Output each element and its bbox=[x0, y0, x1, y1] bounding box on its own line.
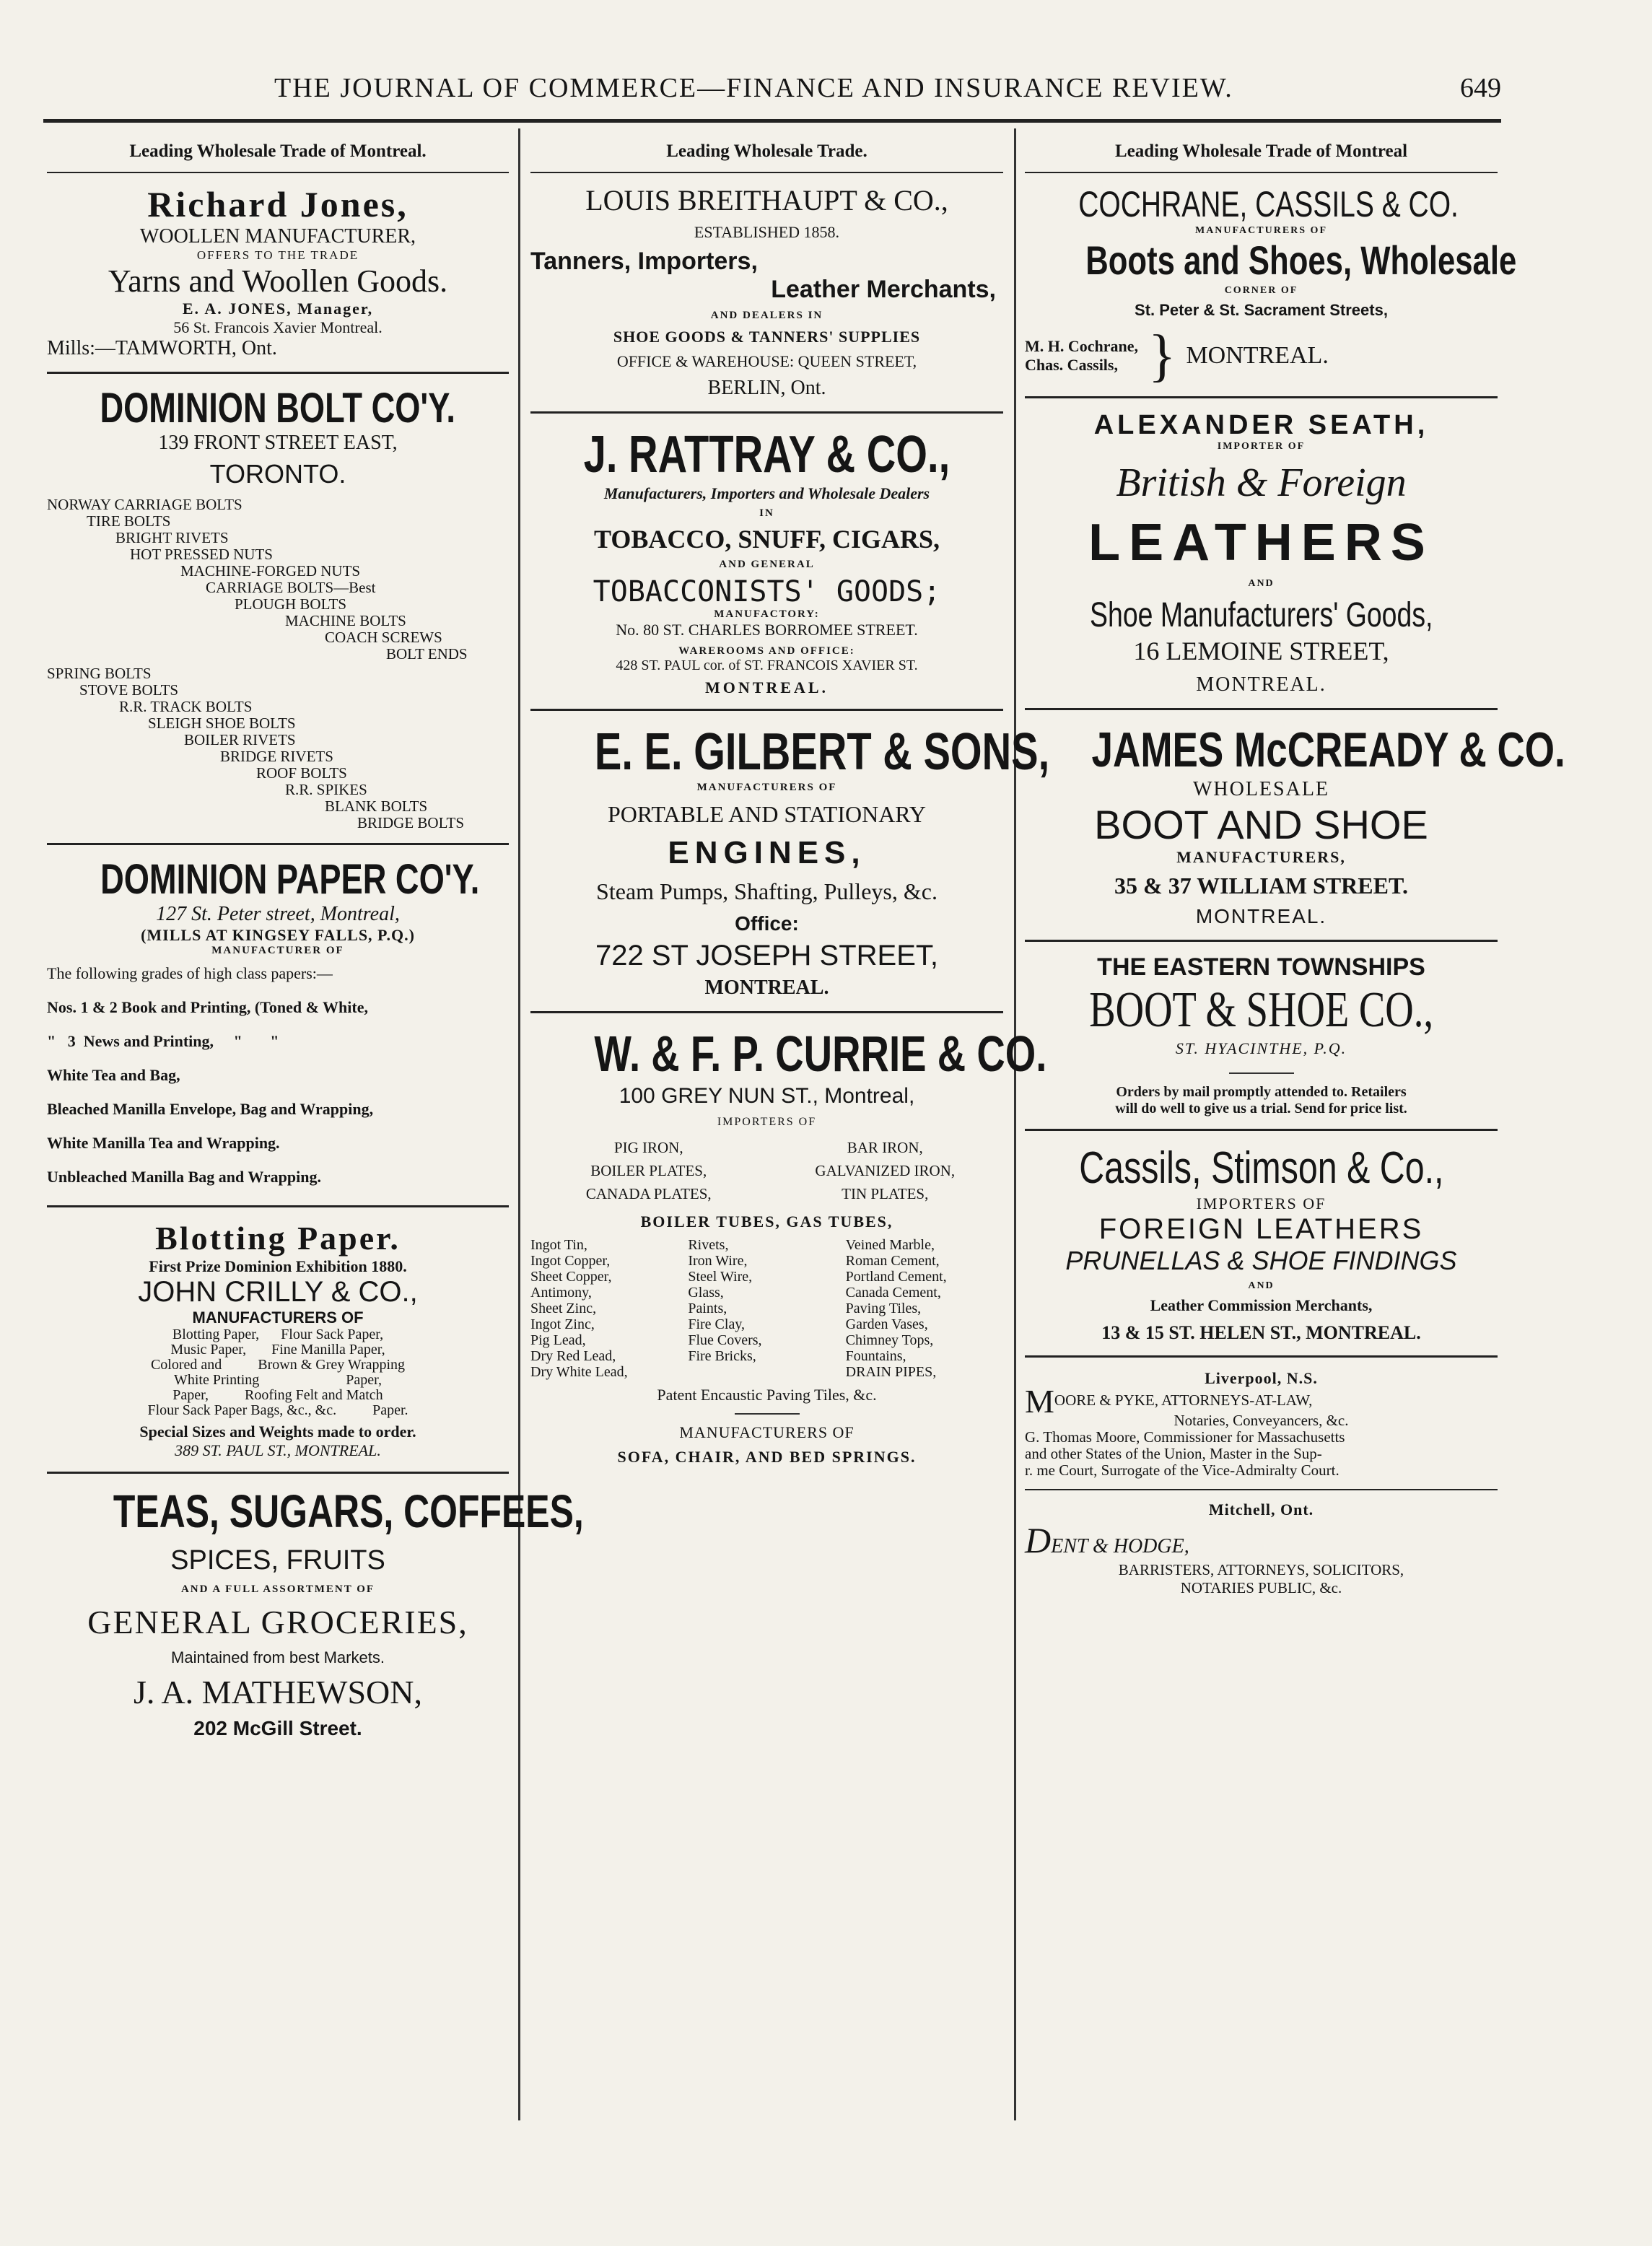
ad-title: Richard Jones, bbox=[147, 184, 408, 224]
ad-line: AND bbox=[1248, 1280, 1275, 1291]
product-line: Paper, Roofing Felt and Match bbox=[172, 1387, 383, 1403]
middle-column bbox=[530, 136, 1050, 2128]
left-column-heading: Leading Wholesale Trade of Montreal. bbox=[129, 141, 427, 161]
ad-line: Liverpool, N.S. bbox=[1205, 1369, 1318, 1387]
material-item: Ingot Copper, bbox=[530, 1253, 611, 1269]
bolt-list-item: R.R. SPIKES bbox=[285, 781, 367, 798]
ad-line: SOFA, CHAIR, AND BED SPRINGS. bbox=[617, 1448, 917, 1466]
ad-line: Mills:—TAMWORTH, Ont. bbox=[47, 337, 277, 359]
drop-cap: M bbox=[1025, 1383, 1054, 1420]
divider bbox=[530, 1011, 1003, 1013]
divider bbox=[1025, 396, 1498, 398]
bolt-list-item: BOILER RIVETS bbox=[184, 731, 296, 748]
divider bbox=[530, 172, 1003, 173]
ad-address: 13 & 15 ST. HELEN ST., MONTREAL. bbox=[1101, 1322, 1421, 1343]
ad-line: CORNER OF bbox=[1224, 285, 1298, 296]
ad-line: NOTARIES PUBLIC, &c. bbox=[1180, 1579, 1342, 1596]
ad-address: 35 & 37 WILLIAM STREET. bbox=[1114, 873, 1408, 899]
column-divider-right bbox=[1014, 128, 1016, 2120]
ad-line: Tanners, Importers, bbox=[530, 248, 758, 275]
ad-address: 127 St. Peter street, Montreal, bbox=[156, 903, 400, 925]
iron-item: PIG IRON, bbox=[613, 1139, 683, 1156]
materials-table bbox=[530, 1237, 1003, 1380]
page-number: 649 bbox=[1460, 73, 1501, 103]
right-column bbox=[1025, 136, 1565, 2128]
bolt-list-item: BLANK BOLTS bbox=[325, 798, 428, 815]
material-item: Paving Tiles, bbox=[845, 1301, 922, 1316]
product-line: Flour Sack Paper Bags, &c., &c. Paper. bbox=[147, 1402, 408, 1418]
ad-line: First Prize Dominion Exhibition 1880. bbox=[149, 1257, 407, 1275]
ad-line: Special Sizes and Weights made to order. bbox=[139, 1423, 416, 1441]
ad-address: 202 McGill Street. bbox=[193, 1717, 362, 1739]
ad-line: MONTREAL. bbox=[1186, 342, 1329, 369]
ad-line: THE EASTERN TOWNSHIPS bbox=[1097, 953, 1425, 981]
paper-grade-item: " 3 News and Printing, " " bbox=[47, 1032, 279, 1050]
material-item: Pig Lead, bbox=[530, 1332, 586, 1348]
ad-line: PRUNELLAS & SHOE FINDINGS bbox=[1065, 1246, 1457, 1275]
ad-line: MANUFACTURERS OF bbox=[192, 1308, 364, 1327]
ad-line: Manufacturers, Importers and Wholesale Dealers bbox=[603, 484, 930, 502]
product-line: White Printing Paper, bbox=[173, 1372, 383, 1388]
ad-address: 139 FRONT STREET EAST, bbox=[158, 432, 398, 454]
ad-address: 428 ST. PAUL cor. of ST. FRANCOIS XAVIER ST. bbox=[616, 657, 918, 673]
bolt-list-item: MACHINE BOLTS bbox=[285, 612, 406, 629]
bolt-list-item: ROOF BOLTS bbox=[256, 764, 347, 782]
ad-line: Leather Merchants, bbox=[771, 276, 996, 303]
column-divider-left bbox=[518, 128, 520, 2120]
header-rule bbox=[43, 119, 1501, 123]
divider bbox=[1025, 172, 1498, 173]
ad-line: WAREROOMS AND OFFICE: bbox=[678, 645, 855, 657]
ad-address: ST. HYACINTHE, P.Q. bbox=[1175, 1039, 1347, 1057]
ad-line: ESTABLISHED 1858. bbox=[694, 223, 840, 241]
bolt-list-item: HOT PRESSED NUTS bbox=[130, 546, 273, 563]
ad-title: ENT & HODGE, bbox=[1051, 1535, 1189, 1557]
bolt-product-list bbox=[47, 497, 509, 831]
ad-title: DOMINION BOLT CO'Y. bbox=[100, 385, 456, 432]
ad-title: ALEXANDER SEATH, bbox=[1093, 410, 1429, 440]
materials-col-1 bbox=[530, 1237, 688, 1380]
ad-john-crilly bbox=[47, 1219, 509, 1460]
material-item: Canada Cement, bbox=[845, 1285, 941, 1301]
iron-item: CANADA PLATES, bbox=[585, 1185, 712, 1202]
ad-line: OFFERS TO THE TRADE bbox=[196, 248, 359, 262]
ad-j-rattray bbox=[530, 425, 1003, 697]
bolt-list-item: SPRING BOLTS bbox=[47, 665, 152, 682]
ad-dominion-paper bbox=[47, 857, 509, 1194]
material-item: Fountains, bbox=[845, 1348, 906, 1364]
iron-item: BOILER PLATES, bbox=[590, 1162, 707, 1179]
ad-line: MANUFACTURERS OF bbox=[679, 1423, 855, 1441]
ad-line: MANUFACTURERS OF bbox=[696, 782, 837, 793]
divider bbox=[47, 1205, 509, 1207]
ad-louis-breithaupt bbox=[530, 183, 1003, 400]
paper-grade-item: Nos. 1 & 2 Book and Printing, (Toned & White, bbox=[47, 998, 368, 1016]
ad-eastern-townships bbox=[1025, 953, 1498, 1117]
ad-address: 56 St. Francois Xavier Montreal. bbox=[173, 318, 383, 336]
ad-line: OORE & PYKE, ATTORNEYS-AT-LAW, bbox=[1054, 1391, 1313, 1409]
ad-address: No. 80 ST. CHARLES BORROMEE STREET. bbox=[616, 621, 918, 639]
bolt-list-item: MACHINE-FORGED NUTS bbox=[180, 562, 361, 580]
ad-line: Shoe Manufacturers' Goods, bbox=[1089, 596, 1433, 634]
ad-line: BOOT AND SHOE bbox=[1094, 802, 1428, 847]
ad-line: MANUFACTORY: bbox=[714, 608, 820, 620]
ad-line: Maintained from best Markets. bbox=[171, 1648, 385, 1666]
ad-line: ENGINES, bbox=[668, 835, 866, 870]
ad-line: IN bbox=[759, 507, 774, 519]
ad-line: GENERAL GROCERIES, bbox=[87, 1604, 468, 1640]
partner-name: Chas. Cassils, bbox=[1025, 356, 1118, 374]
divider bbox=[47, 1472, 509, 1474]
product-line: Music Paper, Fine Manilla Paper, bbox=[170, 1342, 385, 1358]
ad-address: 389 ST. PAUL ST., MONTREAL. bbox=[175, 1441, 381, 1459]
partners-block bbox=[1025, 324, 1498, 388]
ad-line: PORTABLE AND STATIONARY bbox=[608, 801, 926, 827]
ad-line: Leather Commission Merchants, bbox=[1150, 1296, 1373, 1314]
ad-cochrane-cassils bbox=[1025, 183, 1517, 388]
material-item: Dry White Lead, bbox=[530, 1364, 628, 1380]
ad-line: J. A. MATHEWSON, bbox=[134, 1674, 422, 1710]
divider bbox=[1025, 1129, 1498, 1131]
middle-column-heading: Leading Wholesale Trade. bbox=[666, 141, 867, 161]
ad-cassils-stimson bbox=[1025, 1142, 1498, 1344]
iron-list bbox=[530, 1136, 1003, 1205]
divider bbox=[530, 709, 1003, 711]
material-item: Portland Cement, bbox=[845, 1269, 947, 1285]
bolt-list-item: SLEIGH SHOE BOLTS bbox=[148, 715, 296, 732]
material-item: Veined Marble, bbox=[845, 1237, 935, 1253]
ad-line: will do well to give us a trial. Send for price list. bbox=[1115, 1101, 1407, 1117]
ad-line: TOBACCONISTS' GOODS; bbox=[593, 575, 941, 608]
bolt-list-item: BRIGHT RIVETS bbox=[115, 529, 229, 546]
iron-item: BAR IRON, bbox=[847, 1139, 923, 1156]
ad-title: DOMINION PAPER CO'Y. bbox=[100, 856, 480, 903]
ad-alexander-seath bbox=[1025, 410, 1498, 696]
ad-address: St. Peter & St. Sacrament Streets, bbox=[1135, 301, 1388, 319]
ad-address: 16 LEMOINE STREET, bbox=[1133, 637, 1389, 665]
ad-line: AND A FULL ASSORTMENT OF bbox=[180, 1583, 375, 1595]
ad-line: E. A. JONES, Manager, bbox=[182, 300, 374, 318]
ad-title: W. & F. P. CURRIE & CO. bbox=[594, 1026, 1047, 1082]
bolt-list-item: BRIDGE BOLTS bbox=[357, 814, 464, 831]
ad-title: TEAS, SUGARS, COFFEES, bbox=[113, 1485, 584, 1537]
material-item: Fire Clay, bbox=[688, 1316, 746, 1332]
bolt-list-item: NORWAY CARRIAGE BOLTS bbox=[47, 496, 242, 513]
bolt-list-item: BRIDGE RIVETS bbox=[220, 748, 333, 765]
crilly-product-list bbox=[47, 1327, 509, 1418]
ad-address: OFFICE & WAREHOUSE: QUEEN STREET, bbox=[616, 352, 917, 370]
ad-line: MONTREAL. bbox=[1195, 905, 1327, 927]
ad-line: TORONTO. bbox=[209, 459, 346, 489]
journal-title: THE JOURNAL OF COMMERCE—FINANCE AND INSURANCE REVIEW. bbox=[274, 73, 1233, 103]
divider bbox=[47, 172, 509, 173]
ad-title: LOUIS BREITHAUPT & CO., bbox=[585, 184, 948, 217]
material-item: Sheet Copper, bbox=[530, 1269, 612, 1285]
ad-line: IMPORTER OF bbox=[1217, 441, 1306, 452]
ad-line: SHOE GOODS & TANNERS' SUPPLIES bbox=[613, 328, 921, 346]
material-item: Roman Cement, bbox=[845, 1253, 940, 1269]
ad-james-mccready bbox=[1025, 722, 1565, 928]
material-item bbox=[688, 1364, 845, 1380]
material-item: Glass, bbox=[688, 1285, 724, 1301]
ad-line: MANUFACTURERS OF bbox=[1194, 225, 1327, 236]
paper-grade-item: White Manilla Tea and Wrapping. bbox=[47, 1134, 280, 1152]
ad-line: The following grades of high class papers:— bbox=[47, 964, 333, 982]
material-item: Dry Red Lead, bbox=[530, 1348, 616, 1364]
ad-line: BARRISTERS, ATTORNEYS, SOLICITORS, bbox=[1118, 1561, 1404, 1578]
ad-address: 100 GREY NUN ST., Montreal, bbox=[619, 1084, 915, 1108]
bolt-list-item: BOLT ENDS bbox=[386, 645, 468, 663]
divider bbox=[1025, 940, 1498, 942]
material-item: Iron Wire, bbox=[688, 1253, 748, 1269]
ad-line: SPICES, FRUITS bbox=[170, 1545, 385, 1576]
drop-cap: D bbox=[1025, 1520, 1052, 1560]
ad-line: Mitchell, Ont. bbox=[1208, 1500, 1314, 1519]
ad-line: and other States of the Union, Master in the Sup- bbox=[1025, 1445, 1322, 1462]
bolt-list-item: STOVE BOLTS bbox=[79, 681, 179, 699]
divider bbox=[1025, 1489, 1498, 1490]
material-item: Steel Wire, bbox=[688, 1269, 753, 1285]
material-item: Ingot Zinc, bbox=[530, 1316, 595, 1332]
ad-line: Steam Pumps, Shafting, Pulleys, &c. bbox=[596, 878, 938, 904]
divider bbox=[1229, 1072, 1294, 1074]
divider bbox=[47, 372, 509, 374]
divider bbox=[1025, 1355, 1498, 1358]
paper-grade-item: Unbleached Manilla Bag and Wrapping. bbox=[47, 1168, 322, 1186]
paper-grade-item: Bleached Manilla Envelope, Bag and Wrapping, bbox=[47, 1100, 374, 1118]
ad-dominion-bolt bbox=[47, 385, 509, 831]
ad-title: BOOT & SHOE CO., bbox=[1089, 982, 1433, 1038]
ad-line: MANUFACTURERS, bbox=[1176, 848, 1346, 866]
ad-line: Orders by mail promptly attended to. Retailers bbox=[1116, 1084, 1407, 1100]
paper-grade-item: White Tea and Bag, bbox=[47, 1066, 180, 1084]
materials-col-2 bbox=[688, 1237, 845, 1380]
ad-line: WHOLESALE bbox=[1192, 778, 1330, 800]
material-item: Fire Bricks, bbox=[688, 1348, 756, 1364]
ad-title: COCHRANE, CASSILS & CO. bbox=[1078, 184, 1459, 224]
ad-line: MONTREAL. bbox=[704, 976, 829, 999]
material-item: Paints, bbox=[688, 1301, 727, 1316]
bolt-list-item: PLOUGH BOLTS bbox=[235, 595, 346, 613]
bolt-list-item: COACH SCREWS bbox=[325, 629, 442, 646]
ad-richard-jones bbox=[47, 183, 509, 360]
iron-item: TIN PLATES, bbox=[842, 1185, 929, 1202]
ad-dent-hodge bbox=[1025, 1500, 1498, 1597]
ad-line: AND GENERAL bbox=[719, 559, 815, 570]
bolt-list-item: CARRIAGE BOLTS—Best bbox=[206, 579, 376, 596]
ad-ee-gilbert bbox=[530, 722, 1050, 1000]
ad-line: G. Thomas Moore, Commissioner for Massachusetts bbox=[1025, 1428, 1345, 1446]
ad-line: Office: bbox=[735, 912, 799, 935]
material-item: Chimney Tops, bbox=[845, 1332, 934, 1348]
iron-item: GALVANIZED IRON, bbox=[815, 1162, 956, 1179]
ad-line: Notaries, Conveyancers, &c. bbox=[1174, 1412, 1349, 1429]
material-item: Flue Covers, bbox=[688, 1332, 762, 1348]
ad-line: Boots and Shoes, Wholesale bbox=[1085, 237, 1517, 283]
ad-line: MONTREAL. bbox=[704, 678, 829, 696]
ad-title: Blotting Paper. bbox=[155, 1220, 401, 1257]
ad-line: (MILLS AT KINGSEY FALLS, P.Q.) bbox=[141, 926, 415, 944]
divider bbox=[1025, 708, 1498, 710]
ad-title: JAMES McCREADY & CO. bbox=[1091, 722, 1565, 777]
ad-line: FOREIGN LEATHERS bbox=[1098, 1213, 1424, 1245]
ad-line: MONTREAL. bbox=[1196, 673, 1327, 696]
ad-line: LEATHERS bbox=[1088, 514, 1434, 572]
page-header bbox=[43, 72, 1501, 108]
brace: } bbox=[1148, 324, 1176, 388]
divider bbox=[530, 411, 1003, 414]
ad-line: Patent Encaustic Paving Tiles, &c. bbox=[657, 1386, 877, 1404]
ad-moore-pyke bbox=[1025, 1369, 1498, 1479]
partner-name: M. H. Cochrane, bbox=[1025, 337, 1139, 355]
bolt-list-item: TIRE BOLTS bbox=[87, 512, 171, 530]
ad-line: IMPORTERS OF bbox=[1196, 1194, 1327, 1212]
product-line: Blotting Paper, Flour Sack Paper, bbox=[172, 1327, 384, 1342]
paper-grade-list bbox=[47, 990, 509, 1194]
material-item: Sheet Zinc, bbox=[530, 1301, 597, 1316]
materials-col-3 bbox=[846, 1237, 1003, 1380]
material-item: Rivets, bbox=[688, 1237, 729, 1253]
divider bbox=[735, 1413, 800, 1415]
ad-line: AND bbox=[1248, 578, 1275, 589]
ad-currie bbox=[530, 1025, 1047, 1467]
ad-line: AND DEALERS IN bbox=[710, 310, 823, 321]
material-item: DRAIN PIPES, bbox=[845, 1364, 937, 1380]
ad-line: r. me Court, Surrogate of the Vice-Admiralty Court. bbox=[1025, 1461, 1339, 1479]
ad-title: E. E. GILBERT & SONS, bbox=[594, 723, 1050, 781]
ad-line: BERLIN, Ont. bbox=[707, 377, 826, 399]
ad-line: MANUFACTURER OF bbox=[211, 945, 344, 956]
ad-line: BOILER TUBES, GAS TUBES, bbox=[640, 1212, 893, 1231]
material-item: Ingot Tin, bbox=[530, 1237, 587, 1253]
divider bbox=[47, 843, 509, 845]
ad-line: JOHN CRILLY & CO., bbox=[138, 1276, 418, 1308]
ad-address: 722 ST JOSEPH STREET, bbox=[595, 940, 938, 971]
material-item: Garden Vases, bbox=[845, 1316, 928, 1332]
product-line: Colored and Brown & Grey Wrapping bbox=[150, 1357, 406, 1373]
material-item: Antimony, bbox=[530, 1285, 592, 1301]
ad-mathewson bbox=[47, 1485, 584, 1740]
ad-line: British & Foreign bbox=[1116, 460, 1407, 505]
ad-title: Cassils, Stimson & Co., bbox=[1078, 1143, 1444, 1193]
ad-line: Yarns and Woollen Goods. bbox=[108, 263, 448, 299]
ad-line: TOBACCO, SNUFF, CIGARS, bbox=[593, 525, 940, 554]
right-column-heading: Leading Wholesale Trade of Montreal bbox=[1114, 141, 1408, 161]
ad-title: J. RATTRAY & CO., bbox=[583, 426, 950, 484]
ad-line: IMPORTERS OF bbox=[717, 1116, 817, 1128]
ad-line: WOOLLEN MANUFACTURER, bbox=[139, 225, 416, 248]
bolt-list-item: R.R. TRACK BOLTS bbox=[119, 698, 253, 715]
